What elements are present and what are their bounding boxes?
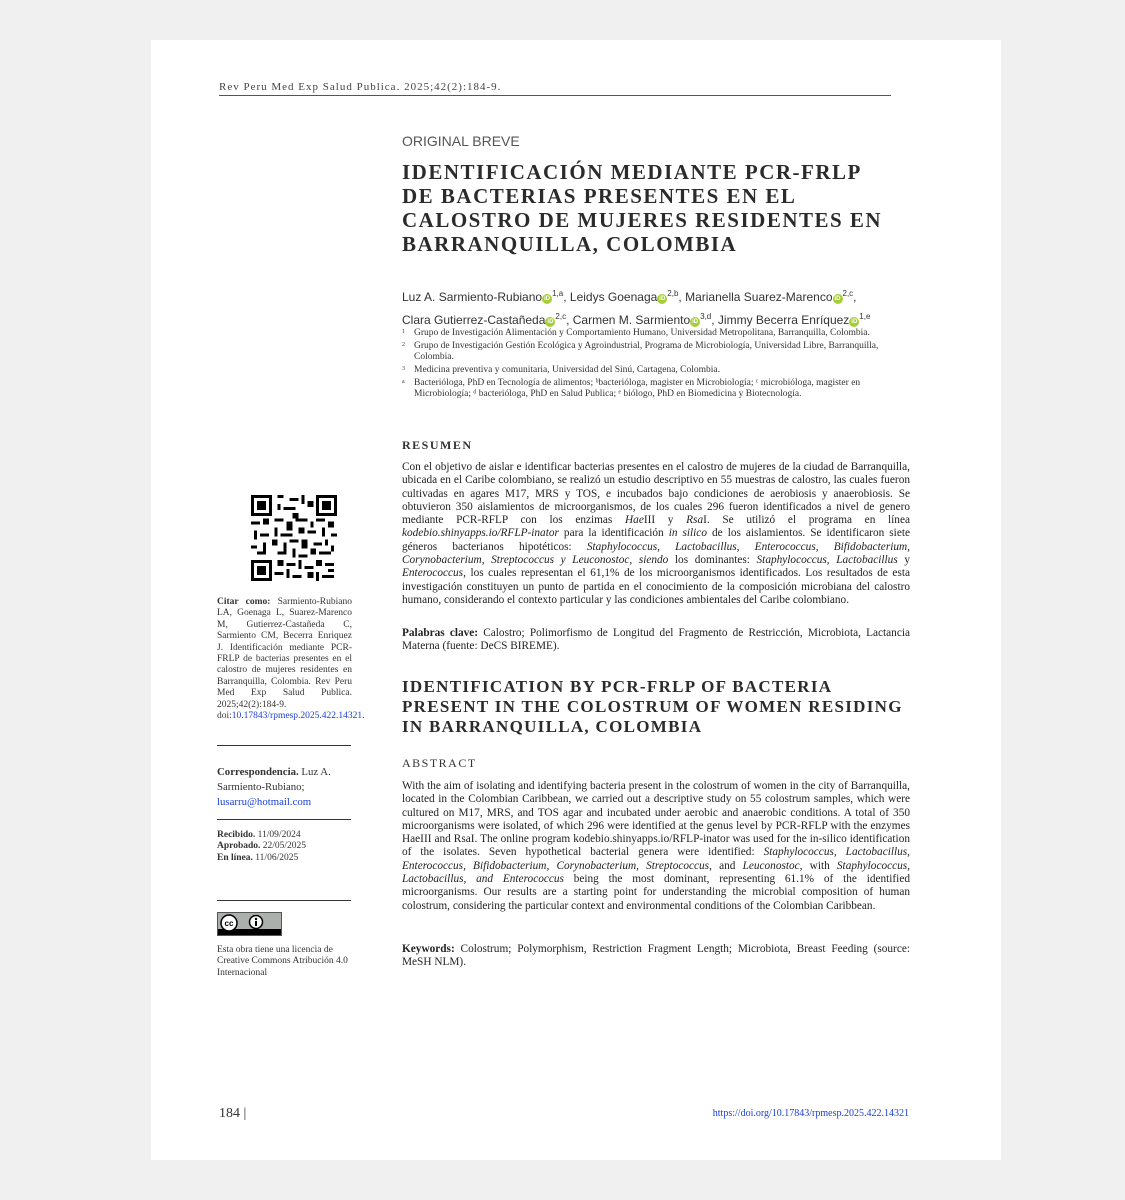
title-spanish: IDENTIFICACIÓN MEDIANTE PCR-FRLP DE BACTERIAS PRESENTES EN EL CALOSTRO DE MUJERES RESIDENTES EN BARRANQUILLA, COLOMBIA	[402, 160, 883, 256]
doi-link[interactable]: https://doi.org/10.17843/rpmesp.2025.422.14321	[712, 1108, 909, 1119]
keywords-english: Keywords: Colostrum; Polymorphism, Restriction Fragment Length; Microbiota, Breast Feeding (source: MeSH NLM).	[402, 943, 910, 969]
divider	[217, 900, 351, 901]
correspondence-block: Correspondencia. Luz A. Sarmiento-Rubiano; lusarru@hotmail.com	[217, 766, 331, 808]
abstract-heading: ABSTRACT	[402, 756, 477, 770]
page-number: 184 |	[219, 1106, 247, 1121]
approved-date: Aprobado. 22/05/2025	[217, 841, 307, 852]
cc-by-license-icon[interactable]	[217, 912, 282, 936]
affiliation-item: 1 Grupo de Investigación Alimentación y Comportamiento Humano, Universidad Metropolitana, Barranquilla, Colombia.	[402, 328, 870, 338]
affiliation-item: 2 Grupo de Investigación Gestión Ecológica y Agroindustrial, Programa de Microbiología, Universidad Libre, Barranquilla, Colombia.	[402, 341, 879, 362]
orcid-icon[interactable]: iD	[692, 319, 699, 325]
orcid-icon[interactable]: iD	[544, 296, 551, 302]
orcid-icon[interactable]: iD	[851, 319, 858, 325]
dates-block	[217, 830, 352, 864]
journal-page	[151, 40, 1001, 1160]
orcid-icon[interactable]: iD	[659, 296, 666, 302]
received-date: Recibido. 11/09/2024	[217, 830, 301, 840]
article-type: ORIGINAL BREVE	[402, 133, 520, 149]
author[interactable]: Carmen M. Sarmiento iD$^{3,d}$,	[572, 312, 718, 327]
title-english: IDENTIFICATION BY PCR-FRLP OF BACTERIA PRESENT IN THE COLOSTRUM OF WOMEN RESIDING IN BARRANQUILLA, COLOMBIA	[402, 677, 903, 736]
header-rule	[219, 95, 891, 96]
affiliation-item: 3 Medicina preventiva y comunitaria, Universidad del Sinú, Cartagena, Colombia.	[402, 365, 721, 375]
author[interactable]: Clara Gutierrez-Castañeda iD$^{2,c}$,	[402, 312, 573, 327]
divider	[217, 819, 351, 820]
email-link[interactable]: lusarru@hotmail.com	[217, 796, 312, 808]
abstract-paragraph: With the aim of isolating and identifying bacteria present in the colostrum of women in the city of Barranquilla, located in the Colombian Caribbean, we carried out a descriptive study on 55 colostrum samples, which were cultured on M17, MRS, and TOS agar and incubated under aerobic and anaerobic conditions. A total of 350 microorganisms were isolated, of which 296 were identified at the genus level by PCR-RFLP with the enzymes HaeIII and RsaI. The online program kodebio.shinyapps.io/RFLP-inator was used for the in-silico identification of the isolates. Seven hypothetical bacterial genera were identified: Staphylococcus, Lactobacillus, Enterococcus, Bifidobacterium, Corynobacterium, Streptococcus, and Leuconostoc, with Staphylococcus, Lactobacillus, and Enterococcus being the most dominant, representing 61.1% of the identified microorganisms. Our results are a starting point for understanding the microbial composition of human colostrum, considering the particular context and environmental conditions of the Colombian Caribbean.	[402, 780, 910, 912]
author[interactable]: Jimmy Becerra Enríquez iD$^{1,e}$	[717, 312, 871, 327]
citation-doi-link[interactable]: 10.17843/rpmesp.2025.422.14321	[231, 711, 363, 722]
author[interactable]: Leidys Goenaga iD$^{2,b}$,	[569, 289, 686, 304]
qr-code-icon[interactable]	[251, 495, 337, 581]
orcid-icon[interactable]: iD	[547, 319, 554, 325]
keywords-spanish: Palabras clave: Calostro; Polimorfismo de Longitud del Fragmento de Restricción, Microbiota, Lactancia Materna (fuente: DeCS BIREME).	[402, 627, 910, 653]
author[interactable]: Luz A. Sarmiento-Rubiano iD$^{1,a}$,	[402, 289, 570, 304]
author[interactable]: Marianella Suarez-Marenco iD$^{2,c}$,	[685, 289, 857, 304]
rflp-inator-url: kodebio.shinyapps.io/RFLP-inator	[402, 527, 559, 540]
affiliations	[402, 328, 912, 402]
resumen-paragraph: Con el objetivo de aislar e identificar bacterias presentes en el calostro de mujeres de la ciudad de Barranquilla, ubicada en el Caribe colombiano, se realizó un estudio descriptivo en 55 muestras de calostro, las cuales fueron cultivadas en agares M17, MRS y TOS, e incubados bajo condiciones de aerobiosis y anaerobiosis. Se obtuvieron 350 aislamientos de microorganismos, de los cuales 296 fueron identificados a nivel de genero mediante PCR-RFLP con los enzimas HaeIII y RsaI. Se utilizó el programa en línea kodebio.shinyapps.io/RFLP-inator para la identificación in silico de los aislamientos. Se identificaron siete géneros bacterianos hipotéticos: Staphylococcus, Lactobacillus, Enterococcus, Bifidobacterium, Corynobacterium, Streptococcus y Leuconostoc, siendo los dominantes: Staphylococcus, Lactobacillus y Enterococcus, los cuales representan el 61,1% de los microorganismos identificados. Los resultados de esta investigación constituyen un punto de partida en el conocimiento de la composición microbiana del calostro humano, considerando el contexto particular y las condiciones ambientales del Caribe colombiano.	[402, 461, 910, 606]
affiliation-item: a Bacterióloga, PhD en Tecnología de alimentos; ᵇbacterióloga, magister en Microbiología; ᶜ microbióloga, magister en Microbiología; ᵈ bacterióloga, PhD en Salud Publica; ᵉ biólogo, PhD en Biomedicina y Biotecnología.	[402, 378, 861, 399]
author-list	[402, 284, 922, 330]
citation-block: Citar como: Sarmiento-Rubiano LA, Goenaga L, Suarez-Marenco M, Gutierrez-Castañeda C, Sarmiento CM, Becerra Enriquez J. Identificación mediante PCR-FRLP de bacterias presentes en el calostro de mujeres residentes en Barranquilla, Colombia. Rev Peru Med Exp Salud Publica. 2025;42(2):184-9. doi:10.17843/rpmesp.2025.422.14321.	[217, 597, 365, 722]
orcid-icon[interactable]: iD	[834, 296, 841, 302]
cc-by-label: cc	[224, 919, 234, 928]
license-text: Esta obra tiene una licencia de Creative Commons Atribución 4.0 Internacional	[217, 945, 348, 978]
running-header: Rev Peru Med Exp Salud Publica. 2025;42(2):184-9.	[219, 81, 502, 93]
online-date: En línea. 11/06/2025	[217, 852, 299, 863]
resumen-heading: RESUMEN	[402, 438, 473, 452]
divider	[217, 745, 351, 746]
